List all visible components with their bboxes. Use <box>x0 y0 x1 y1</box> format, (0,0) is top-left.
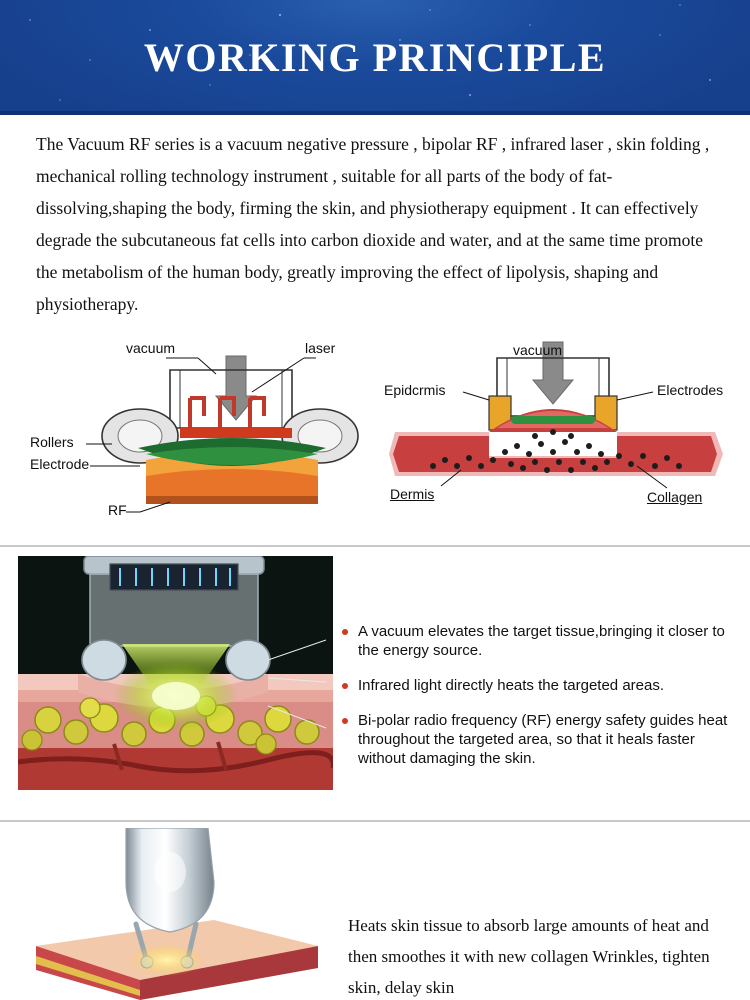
feature-description: Heats skin tissue to absorb large amounts of heat and then smoothes it with new collagen Wrinkles, tighten skin, delay skin <box>348 916 710 997</box>
feature-bullet-list <box>340 622 740 784</box>
banner-bottom-rule <box>0 111 750 115</box>
label-vacuum-right: vacuum <box>513 342 563 358</box>
label-dermis: Dermis <box>390 486 435 502</box>
section-separator-2 <box>0 820 750 822</box>
label-collagen: Collagen <box>647 489 703 505</box>
label-rollers: Rollers <box>30 434 74 450</box>
handpiece-cross-section-diagram <box>20 336 380 534</box>
tissue-illustration-svg <box>18 556 333 790</box>
feature-block-2 <box>0 828 750 1000</box>
diagram-row <box>0 336 750 534</box>
vacuum-rf-tissue-illustration <box>18 556 333 790</box>
handpiece-diagram-svg <box>20 336 380 534</box>
page-title: WORKING PRINCIPLE <box>143 35 607 80</box>
label-electrode: Electrode <box>30 456 90 472</box>
list-item: A vacuum elevates the target tissue,bringing it closer to the energy source. <box>340 622 740 660</box>
list-item: Infrared light directly heats the targeted areas. <box>340 676 740 695</box>
feature-block-1 <box>0 556 750 814</box>
intro-paragraph: The Vacuum RF series is a vacuum negative pressure , bipolar RF , infrared laser , skin folding , mechanical rolling technology instrument , suitable for all parts of the body of fat-dissolving,shaping the body, firming the skin, and physiotherapy equipment . It can effectively degrade the subcutaneous fat cells into carbon dioxide and water, and at the same time promote the metabolism of the human body, greatly improving the effect of lipolysis, shaping and physiotherapy. <box>36 134 710 314</box>
label-epidermis: Epidcrmis <box>384 382 446 398</box>
label-electrodes: Electrodes <box>657 382 724 398</box>
list-item: Bi-polar radio frequency (RF) energy safety guides heat throughout the targeted area, so that it heals faster without damaging the skin. <box>340 711 740 768</box>
label-vacuum-left: vacuum <box>126 340 176 356</box>
rf-handpiece-on-skin-illustration <box>18 828 333 1000</box>
section-separator-1 <box>0 545 750 547</box>
label-laser: laser <box>305 340 336 356</box>
handpiece-skin-svg <box>18 828 333 1000</box>
header-banner <box>0 0 750 115</box>
label-rf: RF <box>108 502 127 518</box>
skin-layer-cross-section-diagram <box>385 336 740 534</box>
